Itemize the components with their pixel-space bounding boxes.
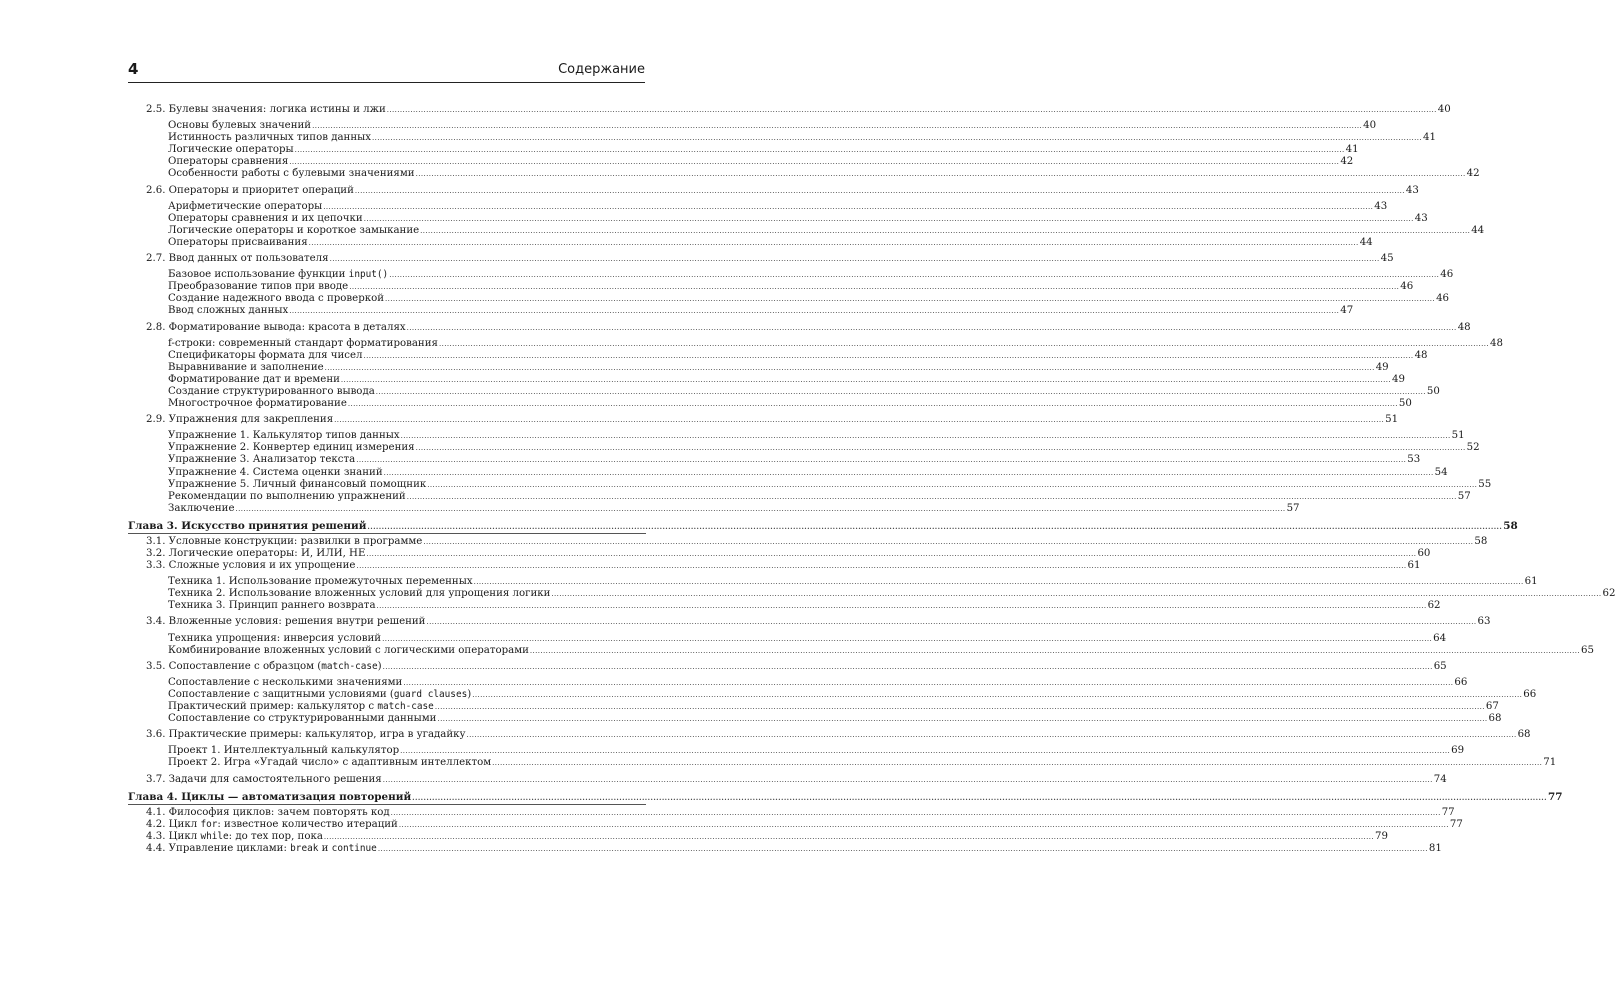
dot-leader: ................................................................................................................................................................................................................................................................................................................................................................................................................ bbox=[367, 521, 1503, 531]
title-text: Заключение bbox=[168, 502, 235, 514]
dot-leader: ................................................................................................................................................................................................................................................................................................................................................................................................................ bbox=[347, 400, 1398, 409]
title-text: 2.5. Булевы значения: логика истины и лжи bbox=[146, 104, 386, 115]
toc-chapter-entry[interactable] bbox=[128, 790, 1563, 805]
dot-leader: ................................................................................................................................................................................................................................................................................................................................................................................................................ bbox=[420, 226, 1471, 235]
title-text: Форматирование дат и времени bbox=[168, 373, 340, 385]
dot-leader: ................................................................................................................................................................................................................................................................................................................................................................................................................ bbox=[492, 759, 1543, 768]
title-text: Особенности работы с булевыми значениями bbox=[168, 168, 415, 180]
toc-entry-title bbox=[168, 503, 235, 515]
code-text: for bbox=[200, 818, 218, 830]
dot-leader: ................................................................................................................................................................................................................................................................................................................................................................................................................ bbox=[329, 255, 1380, 264]
title-text: Упражнение 5. Личный финансовый помощник bbox=[168, 478, 427, 490]
dot-leader: ................................................................................................................................................................................................................................................................................................................................................................................................................ bbox=[406, 323, 1457, 332]
title-text: Создание надежного ввода с проверкой bbox=[168, 293, 385, 305]
toc-entry[interactable] bbox=[128, 466, 1448, 479]
title-text: 3.5. Сопоставление с образцом ( bbox=[146, 660, 322, 672]
title-text: 4.2. Цикл bbox=[146, 818, 201, 830]
dot-leader: ................................................................................................................................................................................................................................................................................................................................................................................................................ bbox=[406, 492, 1457, 501]
dot-leader: ................................................................................................................................................................................................................................................................................................................................................................................................................ bbox=[289, 158, 1340, 167]
title-text: 4.1. Философия циклов: зачем повторять код bbox=[146, 806, 390, 818]
toc-entry-title bbox=[168, 269, 388, 281]
toc-page-number: 81 bbox=[1428, 842, 1442, 854]
toc-entry-title bbox=[168, 120, 311, 132]
toc-entry-title bbox=[168, 132, 371, 144]
toc-entry-title bbox=[128, 790, 411, 804]
toc-page-number: 41 bbox=[1423, 132, 1437, 144]
toc-entry[interactable] bbox=[128, 701, 1499, 713]
title-text: Многострочное форматирование bbox=[168, 398, 347, 410]
toc-entry[interactable] bbox=[128, 729, 1531, 741]
title-text: Создание структурированного вывода bbox=[168, 385, 375, 397]
toc-entry[interactable] bbox=[128, 200, 1388, 213]
toc-page-number: 40 bbox=[1437, 104, 1451, 115]
title-text: Операторы сравнения и их цепочки bbox=[168, 212, 363, 224]
toc-entry-title bbox=[168, 374, 340, 386]
title-text: 4.4. Управление циклами: bbox=[146, 842, 291, 854]
toc-page-number: 51 bbox=[1385, 414, 1399, 426]
toc-entry-title bbox=[168, 701, 434, 713]
toc-entry-title bbox=[168, 430, 400, 442]
toc-entry-title bbox=[168, 144, 294, 156]
title-text: Техника 2. Использование вложенных условий для упрощения логики bbox=[168, 588, 551, 600]
toc-entry[interactable] bbox=[128, 644, 1594, 657]
title-text: Ввод сложных данных bbox=[168, 305, 289, 317]
toc-entry[interactable] bbox=[128, 490, 1471, 503]
title-text: Истинность различных типов данных bbox=[168, 132, 371, 144]
toc-entry[interactable] bbox=[128, 132, 1437, 144]
toc-entry-title bbox=[168, 156, 288, 168]
toc-page-number: 40 bbox=[1363, 120, 1377, 132]
title-text: Рекомендации по выполнению упражнений bbox=[168, 490, 406, 502]
toc-page-number: 65 bbox=[1433, 660, 1447, 672]
dot-leader: ................................................................................................................................................................................................................................................................................................................................................................................................................ bbox=[356, 456, 1407, 465]
dot-leader: ................................................................................................................................................................................................................................................................................................................................................................................................................ bbox=[415, 170, 1466, 179]
toc-page-number: 66 bbox=[1523, 688, 1537, 700]
page-number: 4 bbox=[128, 60, 139, 78]
dot-leader: ................................................................................................................................................................................................................................................................................................................................................................................................................ bbox=[354, 186, 1405, 195]
dot-leader: ................................................................................................................................................................................................................................................................................................................................................................................................................ bbox=[390, 808, 1441, 817]
toc-page-number: 48 bbox=[1490, 337, 1503, 349]
title-text: 2.9. Упражнения для закрепления bbox=[146, 414, 334, 426]
toc-entry-title bbox=[168, 467, 383, 479]
toc-page-number: 49 bbox=[1391, 373, 1405, 385]
toc-entry-title bbox=[168, 479, 426, 491]
code-text: break bbox=[290, 842, 319, 854]
toc-page-number: 65 bbox=[1580, 644, 1594, 656]
toc-entry[interactable] bbox=[128, 168, 1480, 180]
toc-entry[interactable] bbox=[128, 305, 1354, 317]
title-text: Базовое использование функции bbox=[168, 269, 349, 281]
title-text: Основы булевых значений bbox=[168, 120, 312, 132]
toc-entry-title bbox=[168, 213, 363, 225]
dot-leader: ................................................................................................................................................................................................................................................................................................................................................................................................................ bbox=[427, 480, 1478, 489]
toc-entry[interactable] bbox=[128, 842, 1442, 855]
toc-page-number: 61 bbox=[1524, 576, 1538, 588]
toc-chapter-entry[interactable] bbox=[128, 519, 1518, 534]
code-text: match-case bbox=[377, 701, 434, 713]
dot-leader: ................................................................................................................................................................................................................................................................................................................................................................................................................ bbox=[323, 202, 1374, 211]
toc-entry[interactable] bbox=[128, 773, 1447, 786]
title-text: Техника 1. Использование промежуточных переменных bbox=[168, 576, 473, 588]
dot-leader: ................................................................................................................................................................................................................................................................................................................................................................................................................ bbox=[382, 775, 1433, 784]
toc-page-number: 69 bbox=[1451, 745, 1465, 757]
code-text: match-case bbox=[321, 660, 378, 672]
dot-leader: ................................................................................................................................................................................................................................................................................................................................................................................................................ bbox=[324, 363, 1375, 372]
toc-entry[interactable] bbox=[128, 120, 1377, 132]
dot-leader: ................................................................................................................................................................................................................................................................................................................................................................................................................ bbox=[389, 271, 1440, 280]
title-text: : известное количество итераций bbox=[217, 818, 398, 830]
toc-entry-title bbox=[168, 633, 381, 645]
toc-entry-title bbox=[146, 414, 333, 426]
toc-entry[interactable] bbox=[128, 373, 1405, 386]
toc-entry-title bbox=[168, 338, 438, 350]
title-text: Упражнение 2. Конвертер единиц измерения bbox=[168, 442, 415, 454]
toc-entry[interactable] bbox=[128, 502, 1300, 515]
toc-entry-title bbox=[168, 689, 471, 701]
toc-entry[interactable] bbox=[128, 745, 1465, 757]
dot-leader: ................................................................................................................................................................................................................................................................................................................................................................................................................ bbox=[340, 375, 1391, 384]
toc-entry[interactable] bbox=[128, 224, 1485, 237]
toc-entry-title bbox=[146, 807, 390, 819]
toc-entry[interactable] bbox=[128, 688, 1537, 701]
toc-page-number: 71 bbox=[1543, 757, 1557, 769]
toc-entry[interactable] bbox=[128, 535, 1488, 548]
title-text: Сопоставление с несколькими значениями bbox=[168, 676, 403, 688]
title-text: Логические операторы bbox=[168, 144, 294, 156]
toc-entry-title bbox=[146, 104, 386, 116]
toc-entry-title bbox=[168, 386, 375, 398]
toc-page-number: 43 bbox=[1405, 184, 1419, 196]
dot-leader: ................................................................................................................................................................................................................................................................................................................................................................................................................ bbox=[426, 618, 1477, 627]
dot-leader: ................................................................................................................................................................................................................................................................................................................................................................................................................ bbox=[323, 832, 1374, 841]
dot-leader: ................................................................................................................................................................................................................................................................................................................................................................................................................ bbox=[312, 122, 1363, 131]
toc-page-number: 46 bbox=[1400, 281, 1414, 293]
toc-entry[interactable] bbox=[128, 414, 1399, 426]
toc-page-number: 43 bbox=[1414, 212, 1428, 224]
title-text: Глава 4. Циклы — автоматизация повторений bbox=[128, 790, 412, 803]
title-text: Логические операторы и короткое замыкание bbox=[168, 224, 420, 236]
toc-page-number: 77 bbox=[1441, 806, 1455, 818]
toc-entry[interactable] bbox=[128, 269, 1454, 281]
title-text: 3.2. Логические операторы: И, ИЛИ, НЕ bbox=[146, 548, 366, 559]
toc-entry-title bbox=[168, 281, 348, 293]
toc-page-number: 57 bbox=[1457, 490, 1471, 502]
dot-leader: ................................................................................................................................................................................................................................................................................................................................................................................................................ bbox=[551, 590, 1602, 599]
toc-entry[interactable] bbox=[128, 361, 1389, 374]
title-text: Спецификаторы формата для чисел bbox=[168, 349, 363, 361]
toc-entry-title bbox=[168, 362, 324, 374]
toc-page-number: 64 bbox=[1433, 632, 1447, 644]
dot-leader: ................................................................................................................................................................................................................................................................................................................................................................................................................ bbox=[438, 339, 1489, 348]
dot-leader: ................................................................................................................................................................................................................................................................................................................................................................................................................ bbox=[363, 214, 1414, 223]
toc-entry[interactable] bbox=[128, 398, 1412, 410]
toc-entry[interactable] bbox=[128, 236, 1373, 249]
toc-page-number: 55 bbox=[1478, 478, 1492, 490]
dot-leader: ................................................................................................................................................................................................................................................................................................................................................................................................................ bbox=[375, 387, 1426, 396]
toc-page-number: 50 bbox=[1398, 398, 1412, 410]
toc-entry-title bbox=[168, 757, 491, 769]
title-text: Операторы сравнения bbox=[168, 156, 289, 168]
toc-entry[interactable] bbox=[128, 632, 1447, 645]
toc-entry[interactable] bbox=[128, 385, 1440, 398]
toc-page-number: 44 bbox=[1471, 224, 1485, 236]
toc-entry[interactable] bbox=[128, 548, 1431, 560]
toc-page-number: 42 bbox=[1466, 168, 1480, 180]
toc-entry-title bbox=[168, 677, 402, 689]
title-text: 3.3. Сложные условия и их упрощение bbox=[146, 560, 356, 572]
toc-entry-title bbox=[168, 398, 347, 410]
title-text: 4.3. Цикл bbox=[146, 830, 201, 842]
toc-entry[interactable] bbox=[128, 184, 1419, 197]
toc-entry-title bbox=[146, 253, 329, 265]
code-text: input() bbox=[348, 269, 389, 281]
toc-entry-title bbox=[146, 774, 382, 786]
dot-leader: ................................................................................................................................................................................................................................................................................................................................................................................................................ bbox=[434, 703, 1485, 712]
toc-entry-title bbox=[168, 168, 415, 180]
dot-leader: ................................................................................................................................................................................................................................................................................................................................................................................................................ bbox=[529, 646, 1580, 655]
toc-entry[interactable] bbox=[128, 144, 1359, 156]
toc-page-number: 66 bbox=[1454, 676, 1468, 688]
title-text: Практический пример: калькулятор с bbox=[168, 701, 378, 713]
toc-entry[interactable] bbox=[128, 560, 1421, 572]
toc-entry[interactable] bbox=[128, 253, 1394, 265]
title-text: Арифметические операторы bbox=[168, 200, 323, 212]
toc-entry-title bbox=[146, 819, 398, 831]
toc-entry[interactable] bbox=[128, 478, 1492, 491]
toc-entry[interactable] bbox=[128, 660, 1447, 673]
toc-entry[interactable] bbox=[128, 676, 1468, 689]
toc-page-number: 62 bbox=[1602, 588, 1615, 600]
dot-leader: ................................................................................................................................................................................................................................................................................................................................................................................................................ bbox=[382, 662, 1433, 671]
toc-entry[interactable] bbox=[128, 600, 1441, 612]
title-text: Техника упрощения: инверсия условий bbox=[168, 632, 382, 644]
toc-page-number: 53 bbox=[1407, 454, 1421, 466]
title-text: Операторы присваивания bbox=[168, 236, 308, 248]
dot-leader: ................................................................................................................................................................................................................................................................................................................................................................................................................ bbox=[349, 283, 1400, 292]
toc-entry[interactable] bbox=[128, 454, 1421, 466]
toc-page-number: 48 bbox=[1414, 349, 1428, 361]
toc-entry[interactable] bbox=[128, 281, 1414, 293]
toc-page-number: 79 bbox=[1374, 830, 1388, 842]
title-text: 2.8. Форматирование вывода: красота в деталях bbox=[146, 321, 406, 333]
toc-entry-title bbox=[168, 645, 529, 657]
title-text: Техника 3. Принцип раннего возврата bbox=[168, 600, 376, 612]
toc-entry-title bbox=[146, 616, 425, 628]
dot-leader: ................................................................................................................................................................................................................................................................................................................................................................................................................ bbox=[412, 792, 1547, 802]
code-text: while bbox=[200, 830, 229, 842]
toc-entry-title bbox=[168, 201, 322, 213]
toc-entry-title bbox=[128, 519, 366, 533]
toc-entry[interactable] bbox=[128, 757, 1557, 769]
toc-page-number: 44 bbox=[1359, 236, 1373, 248]
toc-page-number: 43 bbox=[1374, 200, 1388, 212]
dot-leader: ................................................................................................................................................................................................................................................................................................................................................................................................................ bbox=[372, 134, 1423, 143]
dot-leader: ................................................................................................................................................................................................................................................................................................................................................................................................................ bbox=[308, 238, 1359, 247]
title-text: Упражнение 4. Система оценки знаний bbox=[168, 466, 383, 478]
page-header bbox=[128, 60, 645, 83]
dot-leader: ................................................................................................................................................................................................................................................................................................................................................................................................................ bbox=[366, 550, 1417, 558]
toc-entry-title bbox=[168, 600, 376, 612]
toc-entry[interactable] bbox=[128, 830, 1388, 843]
toc-entry[interactable] bbox=[128, 293, 1450, 305]
dot-leader: ................................................................................................................................................................................................................................................................................................................................................................................................................ bbox=[400, 747, 1451, 756]
dot-leader: ................................................................................................................................................................................................................................................................................................................................................................................................................ bbox=[423, 537, 1474, 546]
dot-leader: ................................................................................................................................................................................................................................................................................................................................................................................................................ bbox=[398, 820, 1449, 829]
title-text: 3.1. Условные конструкции: развилки в программе bbox=[146, 535, 423, 547]
toc-entry-title bbox=[168, 576, 473, 588]
toc-page-number: 49 bbox=[1375, 361, 1389, 373]
dot-leader: ................................................................................................................................................................................................................................................................................................................................................................................................................ bbox=[235, 504, 1286, 513]
toc-entry[interactable] bbox=[128, 104, 1451, 116]
toc-entry-title bbox=[168, 745, 399, 757]
toc-entry-title bbox=[146, 322, 406, 334]
toc-entry-title bbox=[168, 442, 415, 454]
toc-page-number: 45 bbox=[1380, 253, 1394, 265]
title-text: : до тех пор, пока bbox=[228, 830, 323, 842]
toc-entry[interactable] bbox=[128, 156, 1354, 168]
dot-leader: ................................................................................................................................................................................................................................................................................................................................................................................................................ bbox=[385, 295, 1436, 304]
toc-page-number: 50 bbox=[1426, 385, 1440, 397]
toc-entry[interactable] bbox=[128, 212, 1428, 225]
toc-page-number: 74 bbox=[1433, 773, 1447, 785]
dot-leader: ................................................................................................................................................................................................................................................................................................................................................................................................................ bbox=[386, 106, 1437, 114]
running-title: Содержание bbox=[558, 62, 645, 77]
toc-page-number: 57 bbox=[1286, 502, 1300, 514]
title-text: Упражнение 3. Анализатор текста bbox=[168, 454, 356, 466]
toc-entry[interactable] bbox=[128, 806, 1455, 819]
toc-entry-title bbox=[146, 536, 422, 548]
table-of-contents bbox=[128, 104, 1615, 855]
toc-entry[interactable] bbox=[128, 349, 1428, 362]
dot-leader: ................................................................................................................................................................................................................................................................................................................................................................................................................ bbox=[466, 731, 1517, 740]
title-text: Глава 3. Искусство принятия решений bbox=[128, 519, 367, 532]
dot-leader: ................................................................................................................................................................................................................................................................................................................................................................................................................ bbox=[376, 602, 1427, 611]
toc-entry-title bbox=[146, 843, 377, 855]
title-text: Комбинирование вложенных условий с логическими операторами bbox=[168, 644, 529, 656]
toc-entry-title bbox=[168, 293, 384, 305]
toc-page-number: 77 bbox=[1547, 790, 1563, 803]
toc-entry-title bbox=[146, 548, 365, 560]
dot-leader: ................................................................................................................................................................................................................................................................................................................................................................................................................ bbox=[415, 444, 1466, 453]
toc-page-number: 61 bbox=[1407, 560, 1421, 572]
dot-leader: ................................................................................................................................................................................................................................................................................................................................................................................................................ bbox=[400, 432, 1451, 441]
toc-entry-title bbox=[146, 560, 355, 572]
toc-page-number: 48 bbox=[1457, 321, 1471, 333]
toc-page-number: 68 bbox=[1517, 729, 1531, 741]
toc-entry-title bbox=[168, 305, 288, 317]
dot-leader: ................................................................................................................................................................................................................................................................................................................................................................................................................ bbox=[437, 715, 1488, 724]
code-text: guard clauses bbox=[393, 688, 468, 700]
title-text: ) bbox=[467, 688, 472, 700]
dot-leader: ................................................................................................................................................................................................................................................................................................................................................................................................................ bbox=[363, 351, 1414, 360]
toc-entry-title bbox=[168, 454, 355, 466]
title-text: f-строки: современный стандарт форматирования bbox=[168, 337, 438, 349]
toc-entry[interactable] bbox=[128, 321, 1471, 334]
toc-entry-title bbox=[146, 185, 354, 197]
toc-page-number: 54 bbox=[1434, 466, 1448, 478]
dot-leader: ................................................................................................................................................................................................................................................................................................................................................................................................................ bbox=[377, 844, 1428, 853]
dot-leader: ................................................................................................................................................................................................................................................................................................................................................................................................................ bbox=[382, 634, 1433, 643]
toc-page-number: 63 bbox=[1477, 616, 1491, 628]
toc-page-number: 58 bbox=[1503, 519, 1518, 532]
toc-entry-title bbox=[146, 729, 466, 741]
toc-entry-title bbox=[168, 225, 419, 237]
title-text: 3.7. Задачи для самостоятельного решения bbox=[146, 773, 382, 785]
toc-page-number: 46 bbox=[1440, 269, 1454, 281]
code-text: continue bbox=[331, 842, 377, 854]
toc-page-number: 41 bbox=[1345, 144, 1359, 156]
dot-leader: ................................................................................................................................................................................................................................................................................................................................................................................................................ bbox=[356, 562, 1407, 571]
dot-leader: ................................................................................................................................................................................................................................................................................................................................................................................................................ bbox=[294, 146, 1345, 155]
dot-leader: ................................................................................................................................................................................................................................................................................................................................................................................................................ bbox=[334, 416, 1385, 425]
toc-page-number: 47 bbox=[1340, 305, 1354, 317]
toc-page-number: 42 bbox=[1340, 156, 1354, 168]
toc-entry-title bbox=[168, 713, 436, 725]
toc-page-number: 51 bbox=[1451, 430, 1465, 442]
toc-page-number: 46 bbox=[1436, 293, 1450, 305]
toc-entry-title bbox=[168, 491, 406, 503]
title-text: ) bbox=[377, 660, 382, 672]
toc-entry[interactable] bbox=[128, 588, 1615, 600]
toc-page-number: 62 bbox=[1427, 600, 1441, 612]
toc-entry[interactable] bbox=[128, 576, 1538, 588]
title-text: 2.6. Операторы и приоритет операций bbox=[146, 184, 354, 196]
title-text: и bbox=[318, 842, 332, 854]
toc-entry-title bbox=[168, 350, 363, 362]
dot-leader: ................................................................................................................................................................................................................................................................................................................................................................................................................ bbox=[473, 578, 1524, 587]
dot-leader: ................................................................................................................................................................................................................................................................................................................................................................................................................ bbox=[289, 307, 1340, 316]
toc-entry[interactable] bbox=[128, 442, 1480, 454]
title-text: 3.4. Вложенные условия: решения внутри решений bbox=[146, 616, 426, 628]
title-text: Сопоставление с защитными условиями ( bbox=[168, 688, 394, 700]
title-text: Сопоставление со структурированными данными bbox=[168, 713, 437, 725]
toc-entry-title bbox=[168, 237, 308, 249]
title-text: Выравнивание и заполнение bbox=[168, 361, 324, 373]
title-text: 2.7. Ввод данных от пользователя bbox=[146, 253, 329, 265]
title-text: Проект 2. Игра «Угадай число» с адаптивным интеллектом bbox=[168, 757, 492, 769]
dot-leader: ................................................................................................................................................................................................................................................................................................................................................................................................................ bbox=[472, 690, 1523, 699]
toc-page-number: 68 bbox=[1488, 713, 1502, 725]
toc-entry-title bbox=[146, 831, 323, 843]
toc-page-number: 77 bbox=[1449, 818, 1463, 830]
dot-leader: ................................................................................................................................................................................................................................................................................................................................................................................................................ bbox=[383, 468, 1434, 477]
toc-entry[interactable] bbox=[128, 430, 1465, 442]
toc-entry[interactable] bbox=[128, 818, 1463, 831]
title-text: Проект 1. Интеллектуальный калькулятор bbox=[168, 745, 400, 757]
title-text: Преобразование типов при вводе bbox=[168, 281, 349, 293]
title-text: Упражнение 1. Калькулятор типов данных bbox=[168, 430, 400, 442]
toc-entry[interactable] bbox=[128, 337, 1503, 350]
toc-entry[interactable] bbox=[128, 713, 1502, 725]
toc-entry-title bbox=[146, 661, 382, 673]
toc-page-number: 60 bbox=[1417, 548, 1431, 559]
toc-entry[interactable] bbox=[128, 616, 1491, 628]
toc-page-number: 52 bbox=[1466, 442, 1480, 454]
toc-page-number: 67 bbox=[1485, 701, 1499, 713]
toc-entry-title bbox=[168, 588, 550, 600]
dot-leader: ................................................................................................................................................................................................................................................................................................................................................................................................................ bbox=[403, 678, 1454, 687]
toc-page-number: 58 bbox=[1474, 535, 1488, 547]
title-text: 3.6. Практические примеры: калькулятор, игра в угадайку bbox=[146, 729, 466, 741]
